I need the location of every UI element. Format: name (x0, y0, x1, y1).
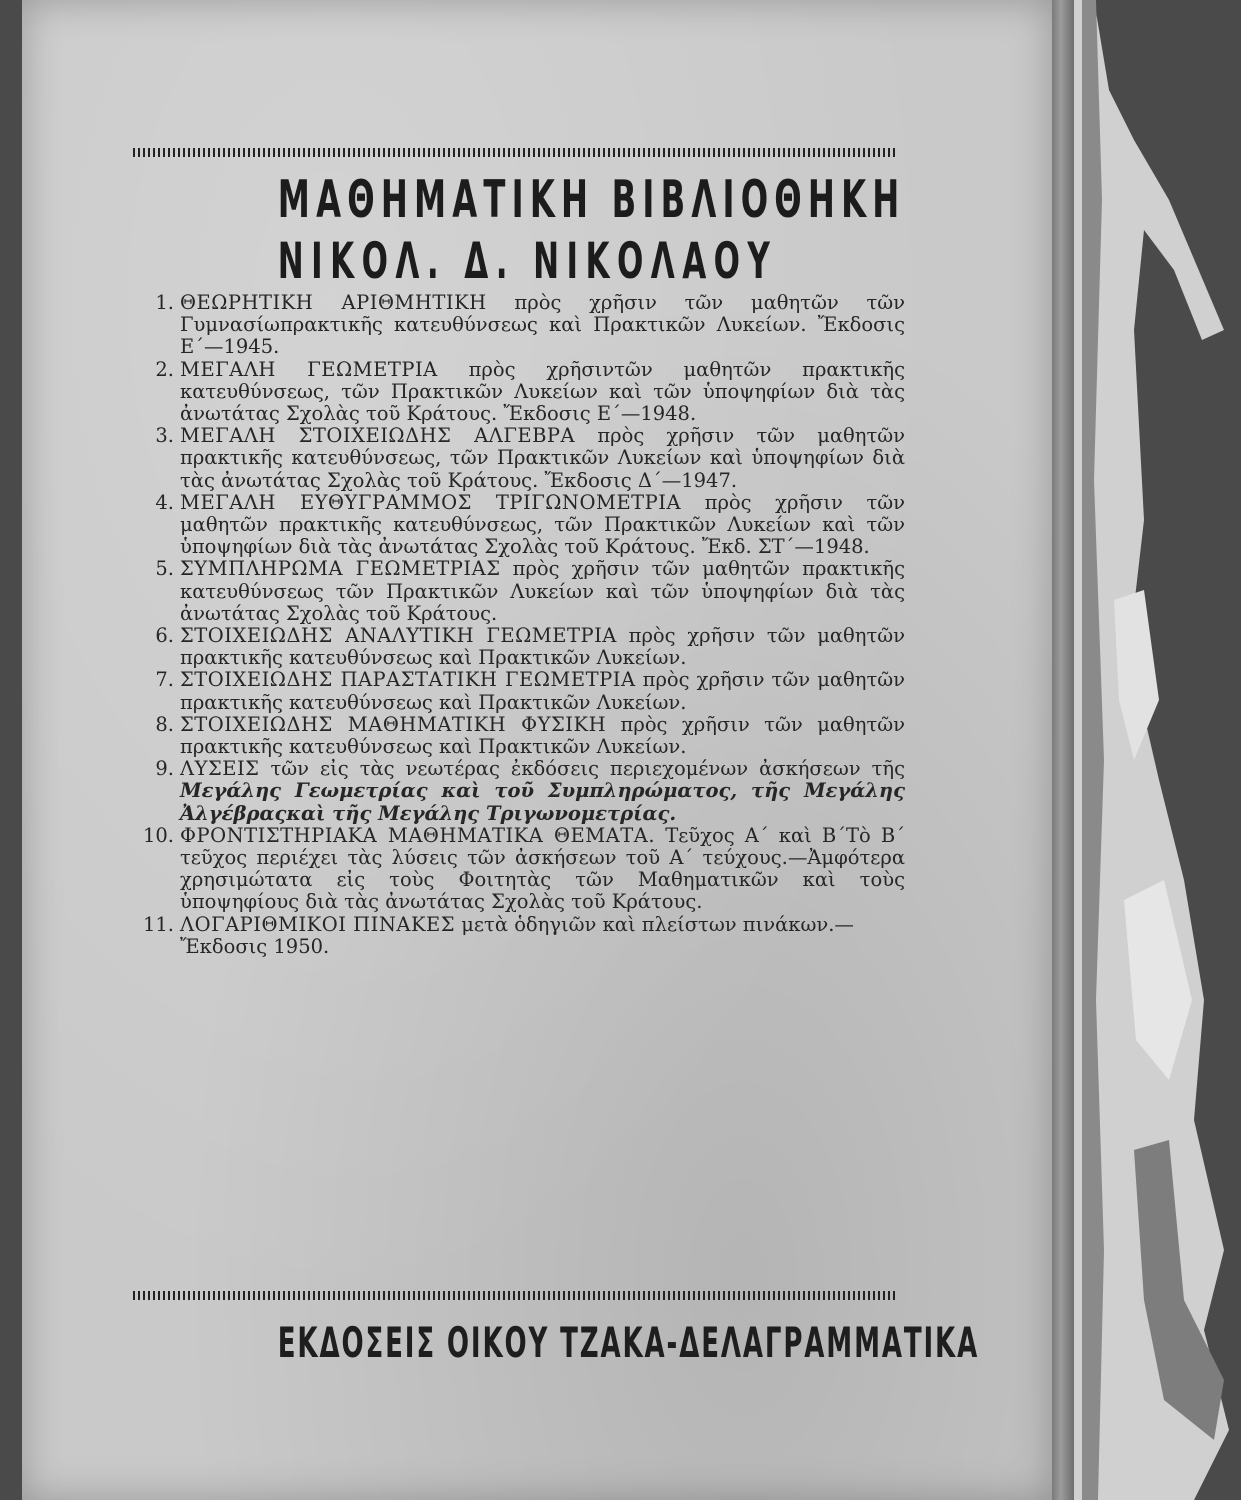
item-description: πρὸς χρῆσιν τῶν μαθητῶν πρακτικῆς κατευθύνσεως, τῶν Πρακτικῶν Λυκείων καὶ ὑποψηφίων διὰ τὰς ἀνωτάτας Σχολὰς τοῦ Κράτους. Ἔκδοσις Δ΄—1947. (180, 424, 906, 492)
item-description: πρὸς χρῆσιν τῶν μαθητῶν πρακτικῆς κατευθύνσεως τῶν Πρακτικῶν Λυκείων καὶ τῶν ὑποψηφίων διὰ τὰς ἀνωτάτας Σχολὰς τοῦ Κράτους. (180, 557, 906, 625)
item-title: ΜΕΓΑΛΗ ΓΕΩΜΕΤΡΙΑ (180, 357, 438, 381)
item-number: 3. (155, 424, 174, 448)
item-number: 5. (155, 557, 174, 581)
list-item (130, 625, 905, 669)
item-title: ΣΥΜΠΛΗΡΩΜΑ ΓΕΩΜΕΤΡΙΑΣ (180, 557, 501, 581)
list-item (130, 292, 905, 359)
list-item (130, 758, 905, 825)
publisher-name: ΕΚΔΟΣΕΙΣ ΟΙΚΟΥ ΤΖΑΚΑ-ΔΕΛΑΓΡΑΜΜΑΤΙΚΑ (277, 1318, 980, 1367)
list-item (130, 359, 905, 426)
item-description: τῶν εἰς τὰς νεωτέρας ἐκδόσεις περιεχομένων ἀσκήσεων τῆς (259, 757, 905, 781)
item-title: ΣΤΟΙΧΕΙΩΔΗΣ ΜΑΘΗΜΑΤΙΚΗ ΦΥΣΙΚΗ (180, 712, 607, 736)
item-description: πρὸς χρῆσιν τῶν μαθητῶν πρακτικῆς κατευθύνσεως καὶ Πρακτικῶν Λυκείων. (180, 624, 905, 670)
item-edition: Ἔκδοσις 1950. (180, 934, 330, 958)
top-decorative-rule (133, 148, 895, 157)
item-number: 10. (142, 823, 174, 847)
item-title: ΘΕΩΡΗΤΙΚΗ ΑΡΙΘΜΗΤΙΚΗ (180, 291, 487, 314)
item-number: 6. (155, 624, 174, 648)
item-number: 9. (155, 757, 174, 781)
item-title: ΣΤΟΙΧΕΙΩΔΗΣ ΑΝΑΛΥΤΙΚΗ ΓΕΩΜΕΤΡΙΑ (180, 624, 617, 648)
item-description: πρὸς χρῆσιν τῶν μαθητῶν πρακτικῆς κατευθύνσεως, τῶν Πρακτικῶν Λυκείων καὶ τῶν ὑποψηφίων διὰ τὰς ἀνωτάτας Σχολὰς τοῦ Κράτους. Ἔκδ. ΣΤ΄—1948. (180, 490, 905, 559)
item-number: 7. (155, 668, 174, 692)
item-title: ΜΕΓΑΛΗ ΕΥΘΥΓΡΑΜΜΟΣ ΤΡΙΓΩΝΟΜΕΤΡΙΑ (180, 490, 682, 514)
item-italic-titles: Μεγάλης Γεωμετρίας καὶ τοῦ Συμπληρώματος, τῆς Μεγάλης Ἀλγέβραςκαὶ τῆς Μεγάλης Τριγωνομετρίας. (180, 779, 905, 825)
item-title: ΣΤΟΙΧΕΙΩΔΗΣ ΠΑΡΑΣΤΑΤΙΚΗ ΓΕΩΜΕΤΡΙΑ (180, 668, 636, 692)
item-title: ΛΥΣΕΙΣ (180, 757, 260, 781)
list-item (130, 669, 905, 713)
torn-spine-edge (1074, 0, 1234, 1500)
list-item (130, 558, 905, 625)
item-number: 1. (155, 291, 174, 314)
book-list (130, 292, 905, 958)
item-title: ΛΟΓΑΡΙΘΜΙΚΟΙ ΠΙΝΑΚΕΣ (180, 912, 456, 936)
book-spine (1052, 0, 1074, 1500)
list-item (130, 714, 905, 758)
item-title: ΦΡΟΝΤΙΣΤΗΡΙΑΚΑ ΜΑΘΗΜΑΤΙΚΑ ΘΕΜΑΤΑ. (180, 823, 656, 847)
list-item (130, 425, 905, 492)
series-title: ΜΑΘΗΜΑΤΙΚΗ ΒΙΒΛΙΟΘΗΚΗ (277, 170, 906, 230)
item-description: πρὸς χρῆσιν τῶν μαθητῶν τῶν Γυμνασίωπρακτικῆς κατευθύνσεως καὶ Πρακτικῶν Λυκείων. Ἔκδοσις Ε΄—1945. (180, 291, 905, 359)
list-item (130, 825, 905, 914)
item-description: Τεῦχος Α΄ καὶ Β΄Τὸ Β΄ τεῦχος περιέχει τὰς λύσεις τῶν ἀσκήσεων τοῦ Α΄ τεύχους.—Ἀμφότερα χρησιμώτατα εἰς τοὺς Φοιτητὰς τῶν Μαθηματικῶν καὶ τοὺς ὑποψηφίους διὰ τὰς ἀνωτάτας Σχολὰς τοῦ Κράτους. (180, 823, 905, 914)
item-description: πρὸς χρῆσιν τῶν μαθητῶν πρακτικῆς κατευθύνσεως καὶ Πρακτικῶν Λυκείων. (180, 712, 905, 759)
bottom-decorative-rule (133, 1291, 895, 1300)
list-item (130, 492, 905, 559)
item-number: 4. (155, 490, 174, 514)
item-number: 8. (155, 712, 174, 736)
item-number: 11. (142, 912, 174, 936)
item-description: πρὸς χρῆσιντῶν μαθητῶν πρακτικῆς κατευθύνσεως, τῶν Πρακτικῶν Λυκείων καὶ τῶν ὑποψηφίων διὰ τὰς ἀνωτάτας Σχολὰς τοῦ Κράτους. Ἔκδοσις Ε΄—1948. (180, 357, 905, 426)
author-name: ΝΙΚΟΛ. Δ. ΝΙΚΟΛΑΟΥ (277, 232, 778, 290)
item-title: ΜΕΓΑΛΗ ΣΤΟΙΧΕΙΩΔΗΣ ΑΛΓΕΒΡΑ (180, 424, 576, 448)
item-number: 2. (155, 357, 174, 381)
item-description: πρὸς χρῆσιν τῶν μαθητῶν πρακτικῆς κατευθύνσεως καὶ Πρακτικῶν Λυκείων. (180, 668, 905, 714)
item-description: μετὰ ὁδηγιῶν καὶ πλείστων πινάκων.— (455, 912, 854, 936)
list-item (130, 914, 905, 958)
